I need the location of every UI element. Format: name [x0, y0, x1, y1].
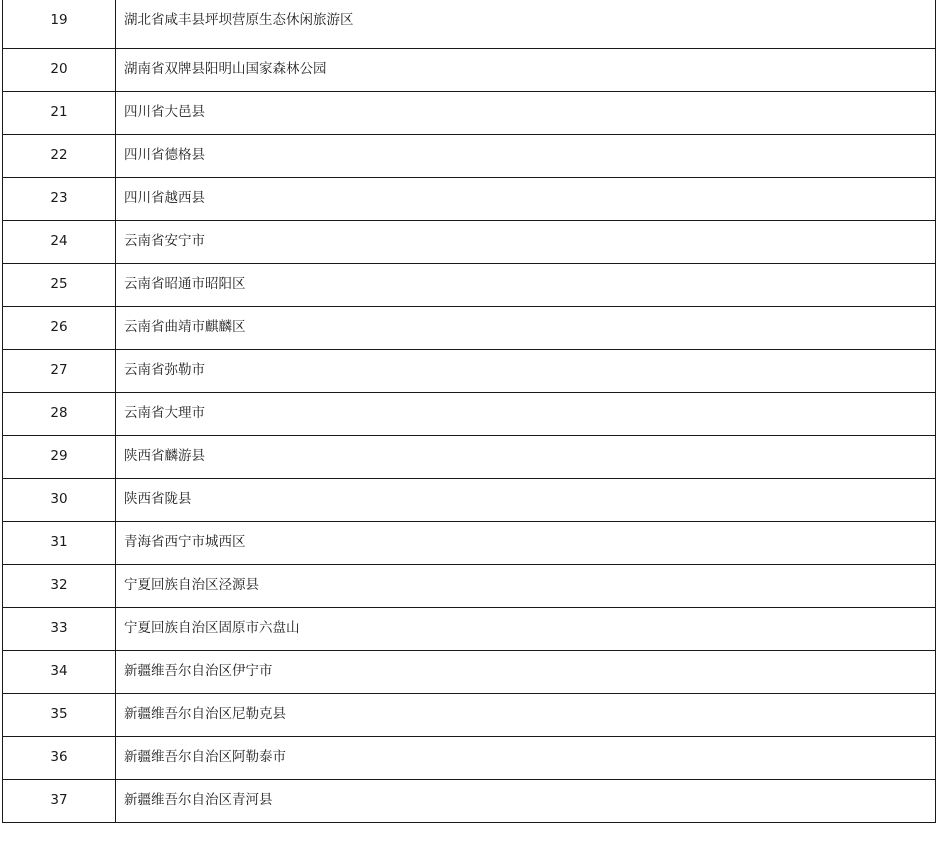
table-row: [3, 736, 936, 779]
table-row: [3, 220, 936, 263]
row-number: 34: [3, 650, 116, 693]
region-name: 新疆维吾尔自治区阿勒泰市: [116, 736, 936, 779]
region-name: 四川省大邑县: [116, 91, 936, 134]
row-number: 21: [3, 91, 116, 134]
table-row: [3, 478, 936, 521]
table-row: [3, 521, 936, 564]
table-row: [3, 134, 936, 177]
table-row: [3, 349, 936, 392]
region-name: 四川省德格县: [116, 134, 936, 177]
region-name: 青海省西宁市城西区: [116, 521, 936, 564]
table-row: [3, 607, 936, 650]
row-number: 33: [3, 607, 116, 650]
region-name: 云南省昭通市昭阳区: [116, 263, 936, 306]
region-name: 四川省越西县: [116, 177, 936, 220]
table-row: [3, 306, 936, 349]
table-row: [3, 263, 936, 306]
row-number: 28: [3, 392, 116, 435]
row-number: 36: [3, 736, 116, 779]
row-number: 22: [3, 134, 116, 177]
region-name: 云南省大理市: [116, 392, 936, 435]
row-number: 32: [3, 564, 116, 607]
row-number: 20: [3, 48, 116, 91]
table-row: [3, 435, 936, 478]
table-row: [3, 48, 936, 91]
region-name: 新疆维吾尔自治区青河县: [116, 779, 936, 822]
region-name: 新疆维吾尔自治区尼勒克县: [116, 693, 936, 736]
table-row: [3, 650, 936, 693]
region-name: 云南省曲靖市麒麟区: [116, 306, 936, 349]
region-name: 新疆维吾尔自治区伊宁市: [116, 650, 936, 693]
region-name: 湖南省双牌县阳明山国家森林公园: [116, 48, 936, 91]
table-row: [3, 0, 936, 48]
table-row: [3, 564, 936, 607]
table-row: [3, 91, 936, 134]
row-number: 26: [3, 306, 116, 349]
table-row: [3, 177, 936, 220]
row-number: 35: [3, 693, 116, 736]
table-row: [3, 693, 936, 736]
table-row: [3, 779, 936, 822]
table-row: [3, 392, 936, 435]
row-number: 19: [3, 0, 116, 48]
region-name: 陕西省麟游县: [116, 435, 936, 478]
region-name: 陕西省陇县: [116, 478, 936, 521]
row-number: 30: [3, 478, 116, 521]
row-number: 25: [3, 263, 116, 306]
region-name: 宁夏回族自治区固原市六盘山: [116, 607, 936, 650]
region-name: 云南省弥勒市: [116, 349, 936, 392]
row-number: 24: [3, 220, 116, 263]
row-number: 23: [3, 177, 116, 220]
row-number: 27: [3, 349, 116, 392]
region-name: 宁夏回族自治区泾源县: [116, 564, 936, 607]
row-number: 31: [3, 521, 116, 564]
region-table-body: [3, 0, 936, 822]
region-name: 湖北省咸丰县坪坝营原生态休闲旅游区: [116, 0, 936, 48]
region-name: 云南省安宁市: [116, 220, 936, 263]
region-table: [2, 0, 936, 823]
row-number: 29: [3, 435, 116, 478]
row-number: 37: [3, 779, 116, 822]
